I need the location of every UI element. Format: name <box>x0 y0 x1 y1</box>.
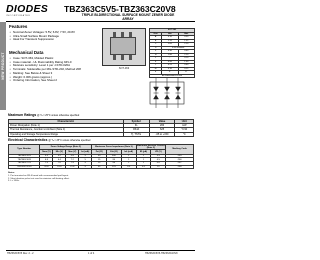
dim-cell: 1.35 <box>178 39 194 43</box>
electrical-cell: 5.5 <box>40 154 53 158</box>
max-ratings-cell: Thermal Resistance, Junction to Ambient (Note 1) <box>9 128 124 132</box>
max-ratings-cell: RθJA <box>123 128 149 132</box>
electrical-cell: ZS6 <box>166 158 194 162</box>
dim-cell: 0.40 <box>178 64 194 68</box>
document-subtitle: TRIPLE BI-DIRECTIONAL SURFACE MOUNT ZENER DIODE ARRAY <box>81 13 175 21</box>
diode-triangle <box>176 95 181 99</box>
electrical-cell: 15 <box>92 161 107 165</box>
electrical-title: Electrical Characteristics <box>8 138 48 142</box>
max-ratings-cell: °C/W <box>175 128 194 132</box>
max-ratings-heading <box>8 113 79 117</box>
dim-cell: J <box>150 57 162 61</box>
electrical-cell: 80 <box>106 158 121 162</box>
max-ratings-cell: °C <box>175 132 194 136</box>
electrical-cell: 1 <box>136 158 151 162</box>
diode-triangle <box>165 95 170 99</box>
note-item: 3. f = 1KHz. <box>8 180 20 183</box>
dimension-table-footer: All Dimensions in mm <box>150 74 195 78</box>
electrical-table <box>8 144 194 169</box>
features-list <box>9 31 75 42</box>
electrical-cell: 4.5 <box>151 158 166 162</box>
package-lead <box>121 55 124 60</box>
electrical-cell: 7.5 <box>40 161 53 165</box>
electrical-sub-header: Zzt (Ω) <box>92 150 107 155</box>
package-label: SOT-363 <box>118 67 130 70</box>
footer-part-range: TBZ363C5V5-TBZ363C20V8 <box>145 252 178 255</box>
electrical-cell: TBZ363C7V5 <box>9 161 40 165</box>
electrical-cell: 225 <box>106 165 121 169</box>
electrical-cell: 7.2 <box>66 158 79 162</box>
electrical-cell: 5.8 <box>66 154 79 158</box>
dim-header: Max <box>178 32 194 36</box>
electrical-cell: TBZ363C5V5 <box>9 154 40 158</box>
mechanical-item: • Marking: See Below & Sheet 3 <box>9 72 81 76</box>
max-ratings-cell: -65 to +150 <box>149 132 175 136</box>
electrical-cell: ZS8 <box>166 165 194 169</box>
dim-cell: 1.80 <box>162 53 178 57</box>
dim-cell: 1.00 <box>178 60 194 64</box>
dimension-table-title: SOT-363 <box>150 29 195 33</box>
electrical-cell: 6.8 <box>40 158 53 162</box>
electrical-cell: 5 <box>79 161 92 165</box>
electrical-cell: 80 <box>106 161 121 165</box>
electrical-cell: 55 <box>92 165 107 169</box>
electrical-cell: 30 <box>92 154 107 158</box>
electrical-cell: 20.8 <box>40 165 53 169</box>
electrical-cell: 1 <box>136 161 151 165</box>
dim-cell: 0.30 <box>178 36 194 40</box>
dim-cell: 2.00 <box>162 43 178 47</box>
diode-triangle <box>154 87 159 91</box>
electrical-sub-header: Nom (V) <box>40 150 53 155</box>
electrical-cell: 5 <box>79 154 92 158</box>
logo-wordmark: DIODES <box>6 3 49 15</box>
mechanical-item: • Weight: 0.006 grams (approx.) <box>9 76 81 80</box>
dim-cell: 0.65 Nominal <box>162 46 195 50</box>
dim-cell: 2.20 <box>178 43 194 47</box>
package-lead <box>113 55 116 60</box>
electrical-group-header: Type Number <box>9 145 40 155</box>
electrical-heading <box>8 138 90 142</box>
footer-page-number: 1 of 4 <box>88 252 95 255</box>
dim-cell: D <box>150 46 162 50</box>
dim-cell: L <box>150 64 162 68</box>
electrical-cell: 5 <box>79 158 92 162</box>
max-ratings-condition: @ Tₐ = 25°C unless otherwise specified <box>37 114 80 117</box>
dim-cell: a <box>150 71 162 75</box>
max-ratings-cell: 200 <box>149 124 175 128</box>
electrical-cell: ZS5 <box>166 154 194 158</box>
diodes-logo <box>6 3 49 15</box>
electrical-group-header: Maximum Zener Impedance (Note 3) <box>92 145 136 150</box>
dim-cell: 1.15 <box>162 39 178 43</box>
electrical-cell: 5 <box>79 165 92 169</box>
note-item: 2. Short duration pulse test used to minimize self-heating effect. <box>8 177 70 180</box>
feature-item: • Ultra-Small Surface Mount Package <box>9 35 75 39</box>
package-lead <box>121 32 124 37</box>
electrical-cell: 1 <box>121 158 136 162</box>
electrical-sub-header: Izt (mA) <box>79 150 92 155</box>
max-ratings-row <box>9 132 194 136</box>
dim-cell: 0.25 <box>178 67 194 71</box>
dim-cell: 2.20 <box>178 53 194 57</box>
mechanical-item: • Case material - UL Flammability Rating 94V-0 <box>9 61 81 65</box>
notes-section <box>8 172 70 183</box>
electrical-group-header: Marking Code <box>166 145 194 155</box>
dim-cell: 0.10 <box>162 67 178 71</box>
notes-title: Notes: <box>8 172 15 174</box>
note-item: 1. Part mounted on FR-4 board with recommended pad layout. <box>8 174 69 177</box>
electrical-cell: 300 <box>106 154 121 158</box>
pin-configuration-diagram <box>140 76 194 110</box>
mechanical-heading: Mechanical Data <box>9 50 44 55</box>
electrical-group-header: Maximum Reverse Current (Note 2) <box>137 145 165 149</box>
electrical-cell: 1 <box>136 154 151 158</box>
mechanical-item: • Terminals: Solderable per MIL-STD-202, Method 208 <box>9 68 81 72</box>
electrical-cell: 5.0 <box>151 161 166 165</box>
electrical-sub-header: Zzk (Ω) <box>106 150 121 155</box>
dim-header: Min <box>162 32 178 36</box>
footer-doc-id: TBZ363C5V5 Rev. 2 - 2 <box>7 252 34 255</box>
electrical-sub-header: Max (V) <box>66 150 79 155</box>
diode-triangle <box>165 87 170 91</box>
dim-cell: 0.25 <box>162 64 178 68</box>
package-lead <box>113 32 116 37</box>
max-ratings-title: Maximum Ratings <box>8 113 37 117</box>
electrical-cell: 6.4 <box>53 158 66 162</box>
electrical-sub-header: Izk (mA) <box>121 150 136 155</box>
mechanical-item: • Ordering Information, See Sheet 2 <box>9 79 81 83</box>
dim-cell: 0.10 <box>178 57 194 61</box>
electrical-cell: 15 <box>151 165 166 169</box>
max-ratings-cell: Power Dissipation (Note 1) <box>9 124 124 128</box>
electrical-group-header: Zener Voltage Range (Note 2) <box>40 145 92 150</box>
footer-divider <box>6 250 195 251</box>
max-ratings-table <box>8 119 194 137</box>
electrical-sub-header: Min (V) <box>53 150 66 155</box>
dim-cell: 0.30 <box>162 50 178 54</box>
max-ratings-header: Unit <box>175 120 194 124</box>
dimension-table <box>149 28 195 78</box>
electrical-cell: 19.8 <box>53 165 66 169</box>
electrical-row <box>9 165 194 169</box>
dim-cell: B <box>150 39 162 43</box>
electrical-cell: 3.5 <box>151 154 166 158</box>
package-lead <box>129 55 132 60</box>
diode-triangle <box>176 87 181 91</box>
electrical-cell: 1 <box>121 154 136 158</box>
diode-triangle <box>154 95 159 99</box>
dim-cell: 0.90 <box>162 60 178 64</box>
dim-cell: 8° <box>178 71 194 75</box>
dim-cell: K <box>150 60 162 64</box>
package-lead <box>129 32 132 37</box>
max-ratings-header: Characteristic <box>9 120 124 124</box>
electrical-cell: 7.0 <box>53 161 66 165</box>
feature-item: • Ideal For Transient Suppression <box>9 38 75 42</box>
electrical-cell: 7.9 <box>66 161 79 165</box>
electrical-sub-header: IR (µA) <box>136 150 151 155</box>
max-ratings-header: Value <box>149 120 175 124</box>
electrical-cell: ZS7 <box>166 161 194 165</box>
max-ratings-cell: Pₑ <box>123 124 149 128</box>
electrical-condition: @ Tₐ = 25°C unless otherwise specified <box>48 139 91 142</box>
dim-cell: F <box>150 50 162 54</box>
feature-item: • Nominal Zener Voltages: 5.5V, 6.8V, 7.5V, 20.8V <box>9 31 75 35</box>
dim-cell: - <box>162 57 178 61</box>
max-ratings-header: Symbol <box>123 120 149 124</box>
features-heading: Features <box>9 24 28 29</box>
max-ratings-cell: 625 <box>149 128 175 132</box>
electrical-sub-header: VR (V) <box>151 150 166 155</box>
dim-cell: C <box>150 43 162 47</box>
header-divider <box>6 21 195 22</box>
diode-symbols <box>154 78 181 108</box>
dim-cell: A <box>150 36 162 40</box>
dim-cell: 0.40 <box>178 50 194 54</box>
electrical-cell: 1 <box>121 161 136 165</box>
max-ratings-cell: Operating and Storage Temperature Range <box>9 132 124 136</box>
part-number-title: TBZ363C5V5-TBZ363C20V8 <box>64 4 176 14</box>
electrical-cell: 21.8 <box>66 165 79 169</box>
mechanical-item: • Case: SOT-363, Molded Plastic <box>9 57 81 61</box>
electrical-cell: 0.1 <box>136 165 151 169</box>
mechanical-list <box>9 57 81 83</box>
dim-cell: H <box>150 53 162 57</box>
mechanical-item: • Moisture sensitivity: Level 1 per J-STD-020A <box>9 64 81 68</box>
logo-subtext: INCORPORATED <box>6 15 31 17</box>
dim-cell: M <box>150 67 162 71</box>
electrical-cell: 0.5 <box>121 165 136 169</box>
dim-cell: 0.10 <box>162 36 178 40</box>
electrical-cell: TBZ363C20V8 <box>9 165 40 169</box>
electrical-cell: 5.2 <box>53 154 66 158</box>
electrical-cell: TBZ363C6V8 <box>9 158 40 162</box>
dim-header: Dim <box>150 32 162 36</box>
new-product-label: NEW PRODUCT <box>1 52 5 80</box>
electrical-cell: 15 <box>92 158 107 162</box>
dim-cell: 0° <box>162 71 178 75</box>
max-ratings-cell: mW <box>175 124 194 128</box>
max-ratings-cell: Tj, TSTG <box>123 132 149 136</box>
package-body <box>110 37 136 55</box>
